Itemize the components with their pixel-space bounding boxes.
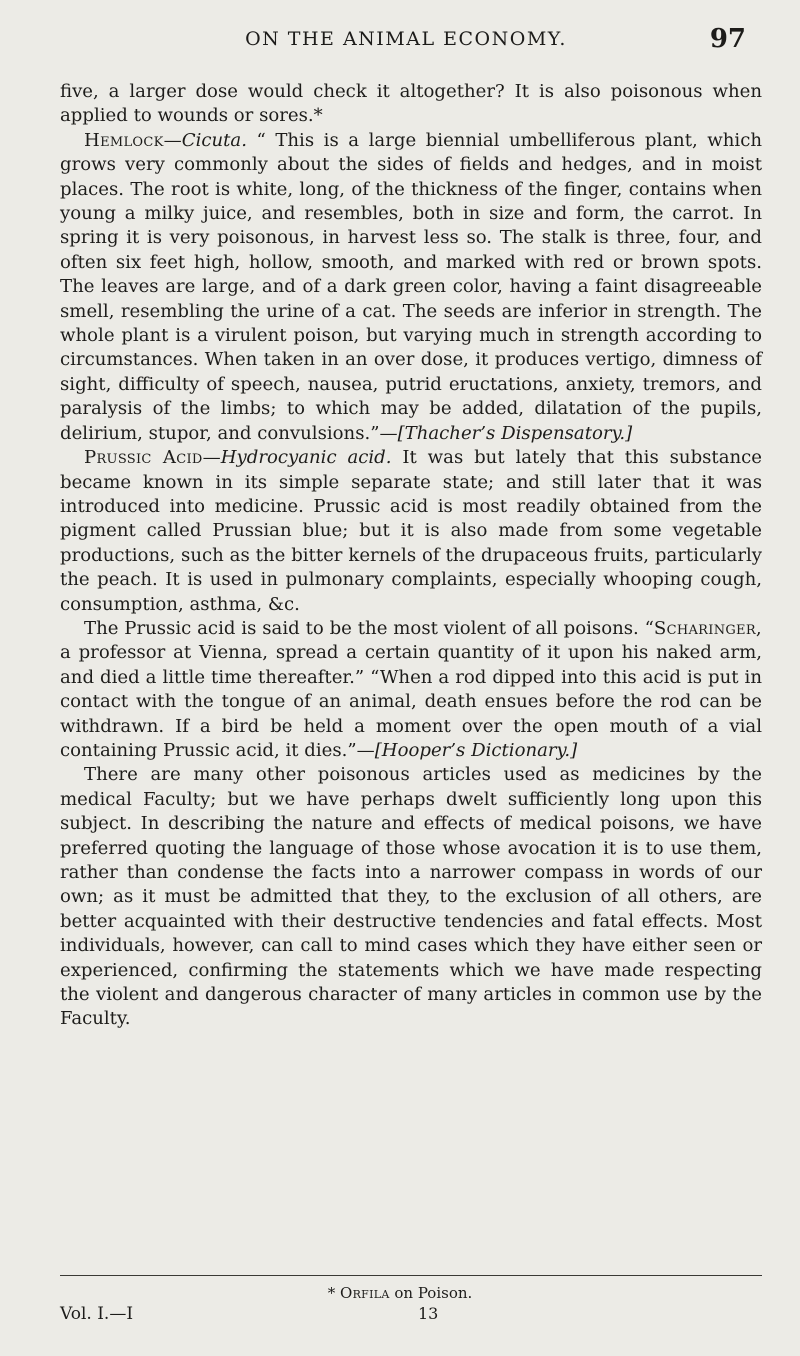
entry-latin-name: Hydrocyanic acid. xyxy=(220,447,392,469)
citation: [Hooper’s Dictionary.] xyxy=(374,739,578,761)
footnote-marker: * xyxy=(327,1284,336,1302)
paragraph-hemlock: Hemlock—Cicuta. “ This is a large biennial umbelliferous plant, which grows very commonly about the sides of fields and hedges, and in moist places. The root is white, long, of the thickness of the finger, contains when young a milky juice, and resembles, both in size and form, the carrot. In spring it is very poisonous, in harvest less so. The stalk is three, four, and often six feet high, hollow, smooth, and marked with red or brown spots. The leaves are large, and of a dark green color, having a faint disagreeable smell, resembling the urine of a cat. The seeds are inferior in strength. The whole plant is a virulent poison, but varying much in strength according to circumstances. When taken in an over dose, it produces vertigo, dimness of sight, difficulty of speech, nausea, putrid eructations, anxiety, tremors, and paralysis of the limbs; to which may be added, dilatation of the pupils, delirium, stupor, and convulsions.”—[Thacher’s Dispensatory.] xyxy=(60,129,762,444)
paragraph-text: It was but lately that this substance became known in its simple separate state; and still later that it was introduced into medicine. Prussic acid is most readily obtained from the pigment called Prussian blue; but it is also made from some vegetable productions, such as the bitter kernels of the drupaceous fruits, particularly the peach. It is used in pulmonary complaints, especially whooping cough, consumption, asthma, &c. xyxy=(60,447,762,615)
paragraph-text: five, a larger dose would check it altogether? It is also poisonous when applied to wounds or sores.* xyxy=(60,81,762,127)
paragraph-text-lead: The Prussic acid is said to be the most violent of all poisons. “ xyxy=(84,617,654,639)
signature-mark: 13 xyxy=(418,1304,439,1323)
paragraph-text: a professor at Vienna, spread a certain quantity of it upon his naked arm, and died a little time thereafter.” “When a rod dipped into this acid is put in contact with the tongue of an animal, death ensues before the rod can be withdrawn. If a bird be held a moment over the open mouth of a vial containing Prussic acid, it dies.”— xyxy=(60,642,762,761)
entry-heading: Prussic Acid xyxy=(84,447,203,469)
footnote-text: on Poison. xyxy=(394,1284,473,1302)
footnote xyxy=(0,1284,800,1302)
paragraph-prussic-acid: Prussic Acid—Hydrocyanic acid. It was but lately that this substance became known in its simple separate state; and still later that it was introduced into medicine. Prussic acid is most readily obtained from the pigment called Prussian blue; but it is also made from some vegetable productions, such as the bitter kernels of the drupaceous fruits, particularly the peach. It is used in pulmonary complaints, especially whooping cough, consumption, asthma, &c. xyxy=(60,447,762,615)
person-name: Scharinger, xyxy=(653,617,762,639)
paragraph-continuation xyxy=(60,80,762,129)
citation: [Thacher’s Dispensatory.] xyxy=(397,422,633,444)
body-text xyxy=(60,80,762,1032)
running-head xyxy=(60,24,752,60)
paragraph-prussic-violence xyxy=(60,617,762,763)
paragraph-text: There are many other poisonous articles used as medicines by the medical Faculty; but we have perhaps dwelt sufficiently long upon this subject. In describing the nature and effects of medical poisons, we have preferred quoting the language of those whose avocation it is to use them, rather than condense the facts into a narrower compass in words of our own; as it must be admitted that they, to the exclusion of all others, are better acquainted with their destructive tendencies and fatal effects. Most individuals, however, can call to mind cases which they have either seen or experienced, confirming the statements which we have made respecting the violent and dangerous character of many articles in common use by the Faculty. xyxy=(60,764,762,1030)
paragraph-conclusion xyxy=(60,763,762,1031)
footnote-author: Orfila xyxy=(339,1284,390,1302)
paragraph-text: “ This is a large biennial umbelliferous plant, which grows very commonly about the sides of fields and hedges, and in moist places. The root is white, long, of the thickness of the finger, contains when young a milky juice, and resembles, both in size and form, the carrot. In spring it is very poisonous, in harvest less so. The stalk is three, four, and often six feet high, hollow, smooth, and marked with red or brown spots. The leaves are large, and of a dark green color, having a faint disagreeable smell, resembling the urine of a cat. The seeds are inferior in strength. The whole plant is a virulent poison, but varying much in strength according to circumstances. When taken in an over dose, it produces vertigo, dimness of sight, difficulty of speech, nausea, putrid eructations, anxiety, tremors, and paralysis of the limbs; to which may be added, dilatation of the pupils, delirium, stupor, and convulsions.”— xyxy=(60,129,762,444)
page-number: 97 xyxy=(709,24,746,54)
footnote-rule xyxy=(60,1275,762,1276)
volume-signature: Vol. I.—I xyxy=(60,1304,134,1324)
entry-latin-name: Cicuta. xyxy=(181,129,247,151)
running-title: ON THE ANIMAL ECONOMY. xyxy=(245,28,567,50)
entry-heading: Hemlock xyxy=(84,129,164,151)
